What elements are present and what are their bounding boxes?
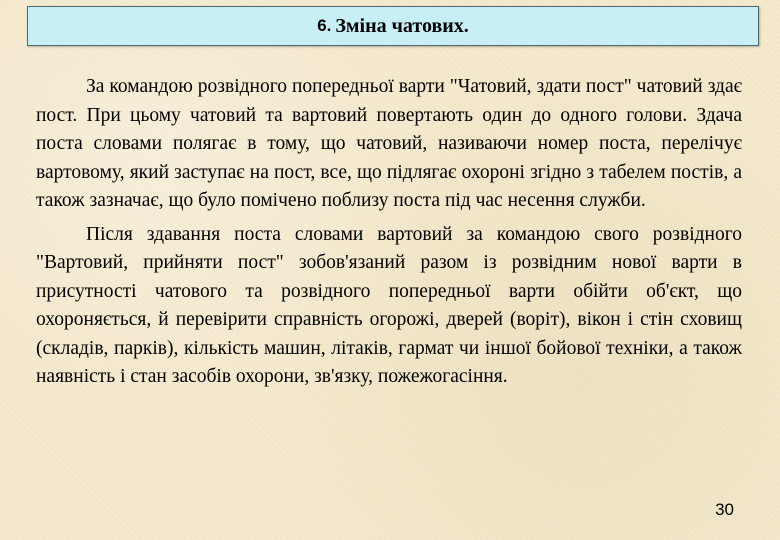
- slide-body: [36, 73, 742, 392]
- paragraph-handover: За командою розвідного попередньої варти "Чатовий, здати пост" чатовий здає пост. При цьому чатовий та вартовий повертають один до одного голови. Здача поста словами полягає в тому, що чатовий, називаючи номер поста, перелічує вартовому, який заступає на пост, все, що підлягає охороні згідно з табелем постів, а також зазначає, що було помічено поблизу поста під час несення служби.: [36, 76, 742, 211]
- title-number: 6.: [317, 16, 332, 35]
- paragraph-inspection: Після здавання поста словами вартовий за командою свого розвідного "Вартовий, прийняти пост" зобов'язаний разом із розвідним нової варти в присутності чатового та розвідного попередньої варти обійти об'єкт, що охороняється, й перевірити справність огорожі, дверей (воріт), вікон і стін сховищ (складів, парків), кількість машин, літаків, гармат чи іншої бойової техніки, а також наявність і стан засобів охорони, зв'язку, пожежогасіння.: [36, 223, 742, 387]
- slide-title-box: [27, 6, 759, 46]
- slide-title: Зміна чатових.: [335, 14, 469, 37]
- page-number: 30: [715, 500, 734, 519]
